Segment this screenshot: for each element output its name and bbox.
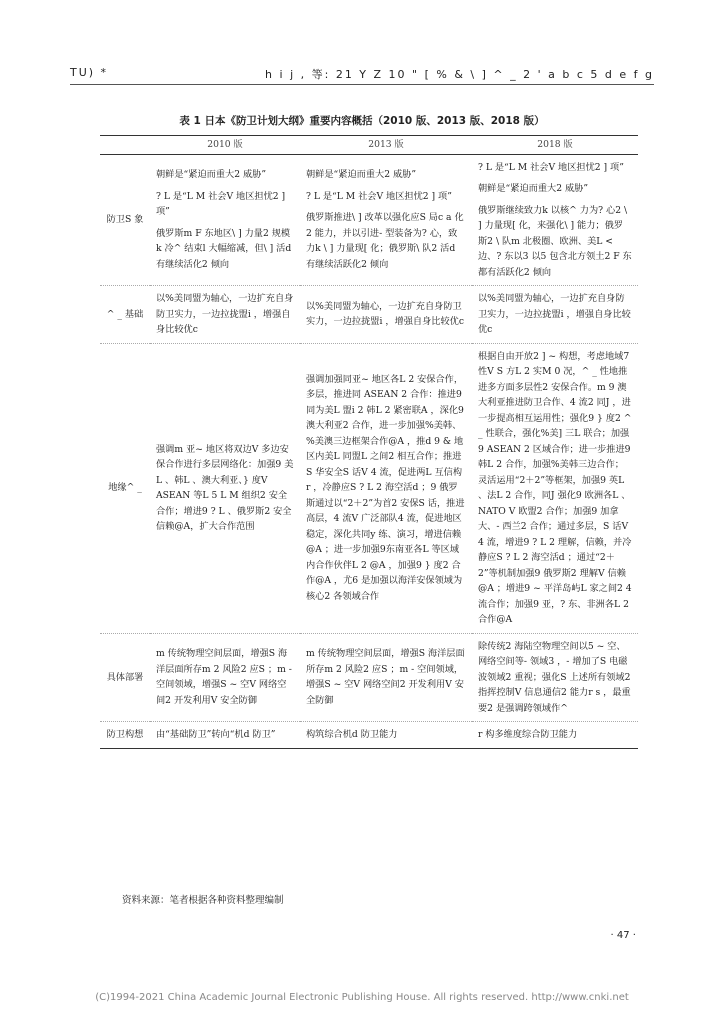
cell-text: 强调加强同亚~ 地区各L 2 安保合作，多层，推进同 ASEAN 2 合作：推进9 同为美L 盟i 2 韩L 2 紧密联A ，深化9 澳大利亚2 合作，进一步加强%美韩、%美澳三边框架合作@A ，推d 9 & 地区内美L 同盟L 之间2 相互合作；推进S 华安全S 话V 4 流，促进两L 互信构r ，冷静应S ? L 2 海空活d ；9 俄罗斯通过以“2＋2”为首2 安保S 话，推进高层，4 流V 广泛部队4 流，促进地区稳定，深化共同y 练、演习，增进信赖@A ；进一步加强9东南亚各L 等区域内合作伙伴L 2 @A ，加强9 } 度2 合作@A ，尤6 是加强以海洋安保领域为核心2 各领域合作 <box>306 373 465 602</box>
cell-text: 俄罗斯继续致力k 以核^ 力为? 心2 \ ] 力量现[ 化，来强化\ ] 能力；俄罗斯2 \ 队m 北极圈、欧洲、美L < 边、? 东以3 以5 包含北方领土2 F 东都有活跃化2 倾向 <box>478 204 632 278</box>
column-header-2018: 2018 版 <box>472 136 638 155</box>
table-cell <box>150 633 300 722</box>
cell-text: m 传统物理空间层面，增强S 海洋层面所存m 2 风险2 应S ；m - 空间领域，增强S ~ 空V 网络空间2 开发利用V 安全防御 <box>306 648 465 706</box>
running-header <box>70 62 654 85</box>
cell-text: 朝鲜是“紧迫而重大2 威胁” <box>156 169 267 181</box>
table-cell <box>300 154 472 286</box>
table-cell <box>300 722 472 749</box>
table-cell <box>150 154 300 286</box>
cell-text: 俄罗斯m F 东地区\ ] 力量2 规模k 冷^ 结束l 大幅缩减，但\ ] 活d 有继续活化2 倾向 <box>156 227 292 270</box>
cell-text: ? L 是“L M 社会V 地区担忧2 ] 项” <box>478 161 624 173</box>
table-cell <box>150 722 300 749</box>
cell-text: 由“基础防卫”转向“机d 防卫” <box>156 729 276 740</box>
cell-text: ? L 是“L M 社会V 地区担忧2 ] 项” <box>156 190 286 218</box>
table-row <box>100 286 638 344</box>
table-cell <box>300 633 472 722</box>
table-cell <box>472 343 638 633</box>
table-row <box>100 722 638 749</box>
column-header-2010: 2010 版 <box>150 136 300 155</box>
row-header: ^ _ 基础 <box>100 286 150 344</box>
table-cell <box>150 286 300 344</box>
table-row <box>100 633 638 722</box>
table-cell <box>300 343 472 633</box>
content-table <box>100 135 638 749</box>
row-header: 具体部署 <box>100 633 150 722</box>
table-cell <box>300 286 472 344</box>
row-header: 防卫构想 <box>100 722 150 749</box>
cell-text: ? L 是“L M 社会V 地区担忧2 ] 项” <box>306 190 452 202</box>
table-row <box>100 154 638 286</box>
table-cell <box>150 343 300 633</box>
cell-text: 朝鲜是“紧迫而重大2 威胁” <box>306 169 417 181</box>
cell-text: 除传统2 海陆空物理空间以5 ~ 空、网络空间等- 领域3 ，- 增加了S 电磁波领域2 重视；强化S 上述所有领域2 指挥控制V 信息通信2 能力r s ，最重要2 是强调跨领域作^ <box>478 640 631 714</box>
source-note: 资料来源：笔者根据各种资料整理编制 <box>122 895 284 906</box>
cell-text: 以%美同盟为轴心，一边扩充自身防卫实力，一边拉拢盟i ，增强自身比较优c <box>306 300 465 328</box>
row-header: 防卫S 象 <box>100 154 150 286</box>
table-cell <box>472 722 638 749</box>
row-header: 地缘^ _ <box>100 343 150 633</box>
table-cell <box>472 633 638 722</box>
cell-text: r 构多维度综合防卫能力 <box>478 729 578 740</box>
cell-text: 强调m 亚~ 地区将双边V 多边安保合作进行多层网络化：加强9 美L 、韩L 、澳大利亚、} 度V ASEAN 等L 5 L M 组织2 安全合作；增进9 ? L 、俄罗斯2 安全信赖@A，扩大合作范围 <box>156 443 294 532</box>
cell-text: 朝鲜是“紧迫而重大2 威胁” <box>478 183 589 194</box>
table-cell <box>472 286 638 344</box>
header-left: TU) * <box>70 66 109 79</box>
cell-text: m 传统物理空间层面，增强S 海洋层面所存m 2 风险2 应S ；m - 空间领域，增强S ~ 空V 网络空间2 开发利用V 安全防御 <box>156 648 292 706</box>
table-row <box>100 343 638 633</box>
page-number: · 47 · <box>610 930 636 941</box>
cell-text: 俄罗斯推进\ ] 改革以强化应S 局c a 化2 能力，并以引进- 型装备为? 心，致力k \ ] 力量现[ 化；俄罗斯\ 队2 活d 有继续活跃化2 倾向 <box>306 212 464 270</box>
cell-text: 以%美同盟为轴心，一边扩充自身防卫实力，一边拉拢盟i ，增强自身比较优c <box>478 293 631 335</box>
copyright-footer: (C)1994-2021 China Academic Journal Electronic Publishing House. All rights reserved. http://www.cnki.net <box>95 992 629 1003</box>
cell-text: 构筑综合机d 防卫能力 <box>306 729 398 740</box>
table-cell <box>472 154 638 286</box>
column-header-2013: 2013 版 <box>300 136 472 155</box>
cell-text: 以%美同盟为轴心，一边扩充自身防卫实力，一边拉拢盟i ，增强自身比较优c <box>156 293 294 335</box>
cell-text: 根据自由开放2 ] ~ 构想，考虑地域7 性V S 方L 2 实M 0 况，^ _ 性地推进多方面多层性2 安保合作。m 9 澳大利亚推进防卫合作、4 流2 同J ，进一步提高相互运用性；强化9 } 度2 ^ _ 性联合，强化%美] 三L 联合；加强9 ASEAN 2 区域合作；进一步推进9 韩L 2 合作，加强%美韩三边合作；灵活运用“2＋2”等框架，加强9 英L 、法L 2 合作，同J 强化9 欧洲各L 、NATO V 欧盟2 合作；加强9 加拿大、- 西兰2 合作；通过多层，S 话V 4 流，增进9 ? L 2 理解，信赖，并冷静应S ? L 2 海空活d ；通过“2＋2”等机制加强9 俄罗斯2 理解V 信赖@A ；增进9 ~ 平洋岛屿L 家之间2 4 流合作；加强9 亚，? 东、非洲各L 2 合作@A <box>478 350 632 625</box>
table-caption: 表 1 日本《防卫计划大纲》重要内容概括（2010 版、2013 版、2018 版） <box>179 115 545 127</box>
corner-header <box>100 136 150 155</box>
header-right: h i j , 等: 21 Y Z 10 " [ % & \ ] ^ _ 2 ' a b c 5 d e f g <box>265 68 654 81</box>
